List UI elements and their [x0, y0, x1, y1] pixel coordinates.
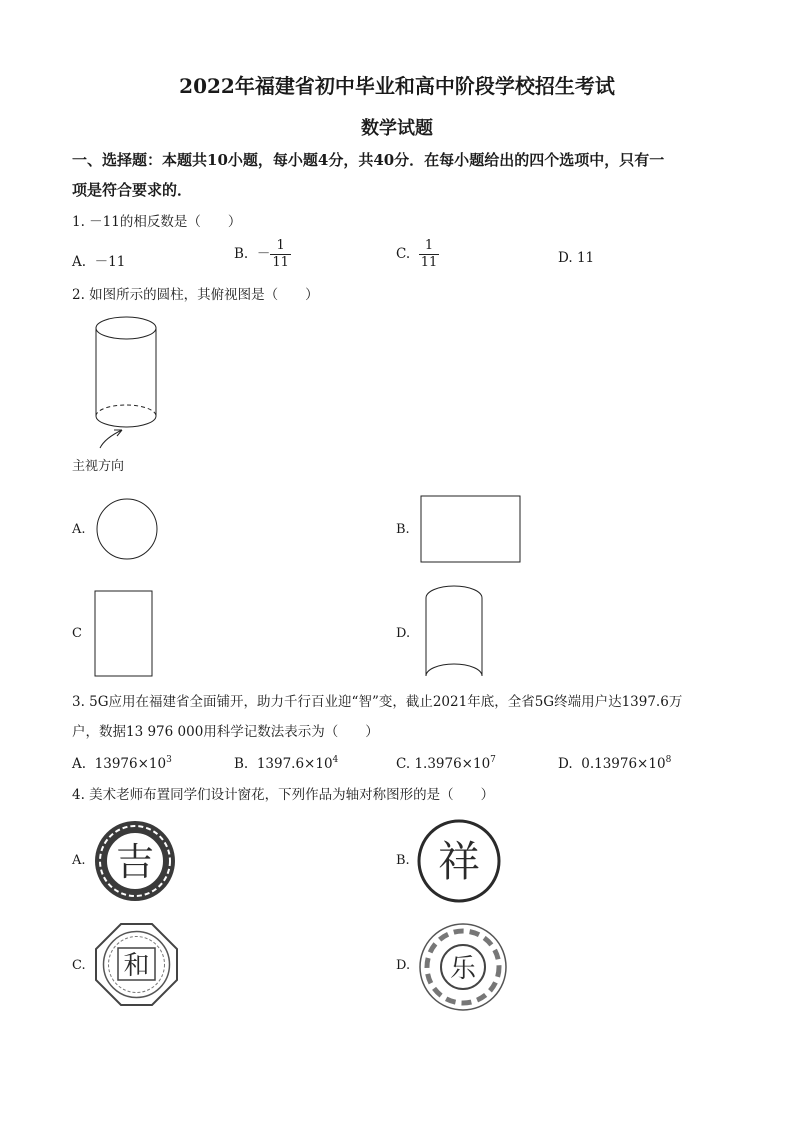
q3-option-d-base: 0.13976×10: [581, 756, 666, 772]
cylinder-top: [96, 317, 156, 339]
q1-option-b-fraction: [270, 238, 291, 271]
q1-option-c: [396, 238, 439, 271]
q1-option-a: [72, 250, 125, 270]
q3-option-c: [396, 755, 496, 772]
q1-option-b-sign: －: [256, 246, 271, 262]
q1-option-d-label: D.: [558, 250, 573, 266]
question-4-stem: 4. 美术老师布置同学们设计窗花，下列作品为轴对称图形的是（ ）: [72, 787, 495, 803]
q4-option-b-label: B.: [396, 853, 410, 868]
q4-option-c-label: C.: [72, 958, 86, 973]
q1-option-c-fraction: [419, 238, 440, 271]
q2-option-a-circle: [96, 497, 160, 561]
question-3-line2: 户，数据13 976 000用科学记数法表示为（ ）: [72, 724, 379, 740]
page-title: 2022年福建省初中毕业和高中阶段学校招生考试: [179, 74, 615, 98]
q3-option-a-exponent: 3: [166, 755, 172, 765]
q3-option-a-base: 13976×10: [94, 756, 167, 772]
q1-option-b: [234, 238, 291, 271]
q3-option-c-label: C.: [396, 756, 411, 772]
q3-option-b-base: 1397.6×10: [256, 756, 333, 772]
q4-option-a-label: A.: [72, 853, 86, 868]
q1-option-a-text: －11: [94, 254, 126, 270]
q4-option-d-label: D.: [396, 958, 411, 973]
q4-option-c-papercut-he: [94, 922, 180, 1008]
question-2-stem: 2. 如图所示的圆柱，其俯视图是（ ）: [72, 287, 319, 303]
q4-option-c-char: 和: [123, 951, 150, 981]
q3-option-a-label: A.: [72, 756, 87, 772]
q1-option-b-label: B.: [234, 246, 249, 262]
q3-option-c-base: 1.3976×10: [414, 756, 491, 772]
q2-option-c-label: C: [72, 626, 82, 641]
q1-option-b-numerator: 1: [270, 238, 291, 255]
q1-option-d: [558, 250, 594, 266]
section-heading-line1: 一、选择题：本题共10小题，每小题4分，共40分．在每小题给出的四个选项中，只有一: [72, 151, 665, 169]
section-heading: [72, 145, 732, 205]
q2-option-d-label: D.: [396, 626, 411, 641]
q3-option-d: [558, 755, 671, 772]
q2-option-d-curved-shape: [420, 584, 486, 684]
q4-option-a-char: 吉: [115, 840, 155, 884]
section-heading-line2: 项是符合要求的．: [72, 181, 193, 199]
q4-option-d-papercut-le: [418, 922, 508, 1012]
question-3-line1: 3. 5G应用在福建省全面铺开，助力千行百业迎“智”变，截止2021年底，全省5G终端用户达1397.6万: [72, 694, 683, 710]
cylinder-bottom-hidden: [96, 405, 156, 416]
q3-option-d-exponent: 8: [665, 755, 672, 765]
cylinder-bottom-front: [96, 416, 156, 427]
q3-option-b: [234, 755, 338, 772]
q1-option-c-numerator: 1: [419, 238, 440, 255]
view-direction-arrow: [100, 430, 122, 448]
q2-option-c-rectangle: [94, 590, 156, 680]
q1-option-d-text: 11: [576, 250, 595, 266]
q3-option-a: [72, 755, 172, 772]
q2-option-b-label: B.: [396, 522, 410, 537]
q3-option-b-exponent: 4: [332, 755, 339, 765]
q3-option-c-exponent: 7: [490, 755, 496, 765]
q1-option-c-denominator: 11: [420, 255, 438, 270]
q2-option-b-rectangle: [420, 495, 524, 565]
q4-option-a-papercut-ji: [94, 820, 178, 904]
figure-caption: 主视方向: [72, 459, 125, 474]
q3-option-b-label: B.: [234, 756, 249, 772]
q4-option-d-char: 乐: [449, 954, 477, 984]
q1-option-c-label: C.: [396, 246, 411, 262]
cylinder-figure: [60, 312, 180, 457]
q1-option-b-denominator: 11: [272, 255, 289, 270]
q3-option-d-label: D.: [558, 756, 573, 772]
q1-option-a-label: A.: [72, 254, 87, 270]
q4-option-b-papercut-xiang: [418, 820, 502, 904]
q4-option-b-char: 祥: [437, 837, 481, 886]
q2-option-a-label: A.: [72, 522, 86, 537]
page-subtitle: 数学试题: [361, 118, 433, 139]
question-1-stem: 1. －11的相反数是（ ）: [72, 214, 242, 230]
